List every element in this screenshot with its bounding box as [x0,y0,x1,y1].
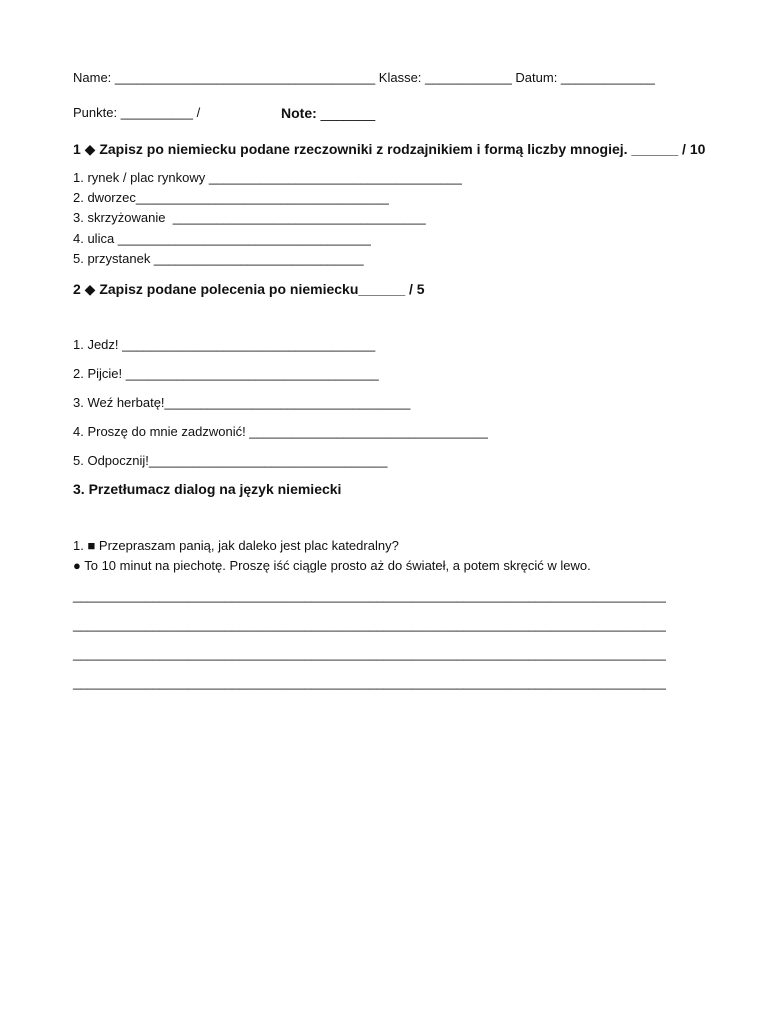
name-class-date-line: Name: ____________________________________ Klasse: ____________ Datum: _____________ [73,70,655,85]
dialog-line: 1. ■ Przepraszam panią, jak daleko jest plac katedralny? [73,538,399,553]
answer-line: __________________________________________________________________________________ [73,588,666,603]
grade-label: Note: [281,105,317,121]
answer-line: __________________________________________________________________________________ [73,675,666,690]
dialog-line: ● To 10 minut na piechotę. Proszę iść ciągle prosto aż do świateł, a potem skręcić w lewo. [73,558,591,573]
section-2-item: 3. Weź herbatę!__________________________________ [73,395,411,410]
points-line: Punkte: __________ / [73,105,201,120]
grade-blank: _______ [316,105,376,121]
section-1-item: 4. ulica ___________________________________ [73,231,371,246]
section-2-item: 1. Jedz! ___________________________________ [73,337,376,352]
grade-field [281,105,375,121]
section-1-heading: 1 ◆ Zapisz po niemiecku podane rzeczowniki z rodzajnikiem i formą liczby mnogiej. ______ / 10 [73,141,706,157]
section-1-item: 5. przystanek _____________________________ [73,251,364,266]
answer-line: __________________________________________________________________________________ [73,646,666,661]
section-1-item: 3. skrzyżowanie ___________________________________ [73,210,426,225]
section-2-item: 5. Odpocznij!_________________________________ [73,453,388,468]
section-3-heading: 3. Przetłumacz dialog na język niemiecki [73,481,342,497]
section-1-item: 1. rynek / plac rynkowy ___________________________________ [73,170,462,185]
section-2-item: 2. Pijcie! ___________________________________ [73,366,379,381]
section-2-heading: 2 ◆ Zapisz podane polecenia po niemiecku______ / 5 [73,281,425,297]
section-1-item: 2. dworzec___________________________________ [73,190,389,205]
section-2-item: 4. Proszę do mnie zadzwonić! _________________________________ [73,424,488,439]
answer-line: __________________________________________________________________________________ [73,617,666,632]
